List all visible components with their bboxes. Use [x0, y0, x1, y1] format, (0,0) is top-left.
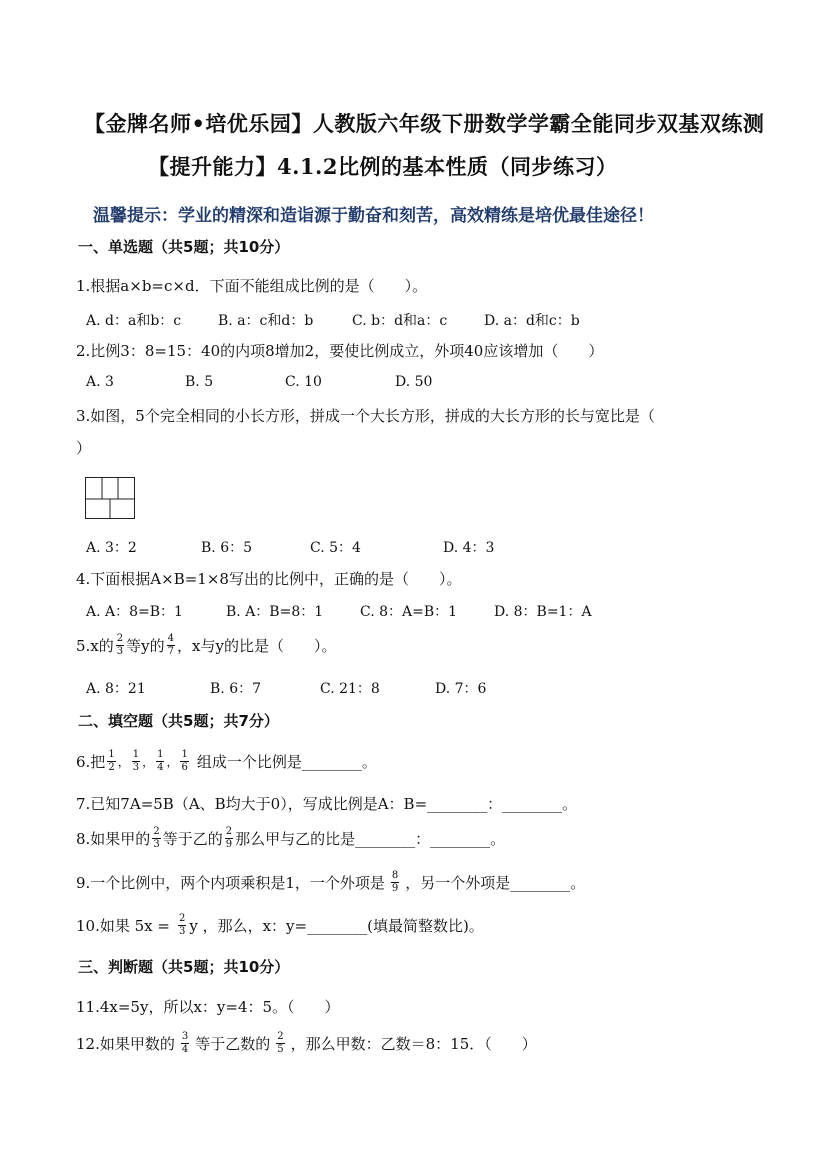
- question-3-line2: ）: [76, 439, 92, 457]
- q6-separator: ，: [166, 755, 179, 769]
- question-3-line1: 3.如图，5个完全相同的小长方形，拼成一个大长方形，拼成的大长方形的长与宽比是（: [76, 407, 655, 425]
- q6-fraction-4: [180, 750, 188, 773]
- q4-option-a[interactable]: A. A：8=B：1: [86, 604, 183, 620]
- q5-option-a[interactable]: A. 8：21: [86, 681, 146, 697]
- section-heading-fill-blank: 二、填空题（共5题；共7分）: [78, 712, 279, 730]
- q12-fraction-2: [276, 1032, 284, 1055]
- q6-f3-num: 1: [157, 749, 164, 760]
- question-8: [76, 827, 505, 850]
- tip-banner: 温馨提示：学业的精深和造诣源于勤奋和刻苦，高效精练是培优最佳途径！: [93, 206, 654, 226]
- q9-fraction: [391, 871, 399, 894]
- q6-f1-den: 2: [108, 762, 115, 773]
- q2-option-d[interactable]: D. 50: [395, 374, 433, 390]
- q8-f1-den: 3: [153, 839, 160, 850]
- q12-f1-num: 3: [181, 1031, 189, 1042]
- q6-f4-num: 1: [181, 749, 188, 760]
- q3-option-b[interactable]: B. 6：5: [201, 540, 253, 556]
- q1-option-c[interactable]: C. b：d和a：c: [352, 313, 448, 329]
- question-7: 7.已知7A=5B（A、B均大于0），写成比例是A：B=________：________。: [76, 795, 578, 813]
- q6-separator: ，: [142, 755, 155, 769]
- question-12: [76, 1032, 537, 1055]
- q6-f1-num: 1: [108, 749, 115, 760]
- q4-option-b[interactable]: B. A：B=8：1: [226, 604, 324, 620]
- question-1: 1.根据a×b=c×d．下面不能组成比例的是（ ）。: [76, 277, 428, 295]
- q8-text-c: 那么甲与乙的比是________：________。: [235, 830, 506, 848]
- q1-option-d[interactable]: D. a：d和c：b: [484, 313, 580, 329]
- section-heading-true-false: 三、判断题（共5题；共10分）: [78, 958, 290, 976]
- q5-option-c[interactable]: C. 21：8: [320, 681, 380, 697]
- q1-option-a[interactable]: A. d：a和b：c: [86, 313, 182, 329]
- q6-f3-den: 4: [157, 762, 164, 773]
- q10-f-den: 3: [178, 926, 186, 937]
- q8-f1-num: 2: [153, 826, 160, 837]
- q9-f-den: 9: [391, 883, 399, 894]
- q6-fraction-3: [156, 750, 164, 773]
- q9-text-a: 9.一个比例中，两个内项乘积是1，一个外项是: [76, 874, 385, 892]
- q6-fraction-2: [132, 750, 140, 773]
- q6-separator: ，: [117, 755, 130, 769]
- q5-f2-num: 4: [167, 633, 175, 644]
- q10-text-a: 10.如果 5x =: [76, 917, 170, 935]
- q5-f1-num: 2: [116, 633, 124, 644]
- q12-text-a: 12.如果甲数的: [76, 1035, 175, 1053]
- q8-f2-den: 9: [225, 839, 233, 850]
- q6-f2-den: 3: [132, 762, 140, 773]
- question-2: 2.比例3：8=15：40的内项8增加2，要使比例成立，外项40应该增加（ ）: [76, 342, 604, 360]
- q5-option-d[interactable]: D. 7：6: [435, 681, 487, 697]
- q6-fraction-1: [107, 750, 115, 773]
- q5-fraction-2: [167, 634, 175, 657]
- q8-fraction-1: [152, 827, 160, 850]
- q10-text-b: y ，那么，x：y=________(填最简整数比)。: [189, 917, 484, 935]
- q2-option-a[interactable]: A. 3: [86, 374, 114, 390]
- q9-text-b: ，另一个外项是________。: [405, 874, 586, 892]
- q5-text-b: 等y的: [126, 637, 165, 655]
- q12-f2-num: 2: [277, 1031, 284, 1042]
- q1-option-b[interactable]: B. a：c和d：b: [218, 313, 314, 329]
- q3-option-c[interactable]: C. 5：4: [310, 540, 361, 556]
- question-10: [76, 914, 484, 937]
- section-heading-single-choice: 一、单选题（共5题；共10分）: [78, 238, 290, 256]
- q5-option-b[interactable]: B. 6：7: [210, 681, 262, 697]
- q9-f-num: 8: [391, 870, 399, 881]
- q12-text-c: ，那么甲数：乙数＝8：15．（ ）: [290, 1035, 537, 1053]
- question-9: [76, 871, 585, 894]
- q12-f1-den: 4: [181, 1044, 189, 1055]
- q5-fraction-1: [116, 634, 124, 657]
- q4-option-c[interactable]: C. 8：A=B：1: [360, 604, 458, 620]
- q8-f2-num: 2: [225, 826, 233, 837]
- q6-text-a: 6.把: [76, 753, 106, 771]
- question-5: [76, 634, 336, 657]
- q2-option-c[interactable]: C. 10: [285, 374, 322, 390]
- q10-fraction: [178, 914, 186, 937]
- q12-text-b: 等于乙数的: [195, 1035, 271, 1053]
- q8-text-b: 等于乙的: [162, 830, 223, 848]
- q6-f2-num: 1: [132, 749, 140, 760]
- question-11: 11.4x=5y，所以x：y=4：5。（ ）: [76, 998, 340, 1016]
- q3-option-d[interactable]: D. 4：3: [443, 540, 495, 556]
- document-title-line1: 【金牌名师•培优乐园】人教版六年级下册数学学霸全能同步双基双练测: [84, 111, 765, 136]
- q5-f2-den: 7: [167, 646, 175, 657]
- q5-f1-den: 3: [116, 646, 124, 657]
- q6-text-b: 组成一个比例是________。: [196, 753, 377, 771]
- q8-text-a: 8.如果甲的: [76, 830, 151, 848]
- question-4: 4.下面根据A×B=1×8写出的比例中，正确的是（ ）。: [76, 570, 462, 588]
- q5-text-a: 5.x的: [76, 637, 114, 655]
- question-6: [76, 750, 377, 773]
- rectangle-diagram: [85, 477, 135, 519]
- q5-text-c: ，x与y的比是（ ）。: [177, 637, 337, 655]
- q8-fraction-2: [225, 827, 233, 850]
- q6-f4-den: 6: [181, 762, 188, 773]
- q12-fraction-1: [181, 1032, 189, 1055]
- q12-f2-den: 5: [277, 1044, 284, 1055]
- q2-option-b[interactable]: B. 5: [185, 374, 214, 390]
- q4-option-d[interactable]: D. 8：B=1：A: [494, 604, 592, 620]
- q10-f-num: 2: [178, 913, 186, 924]
- q3-option-a[interactable]: A. 3：2: [86, 540, 137, 556]
- document-title-line2: 【提升能力】4.1.2比例的基本性质（同步练习）: [148, 154, 618, 179]
